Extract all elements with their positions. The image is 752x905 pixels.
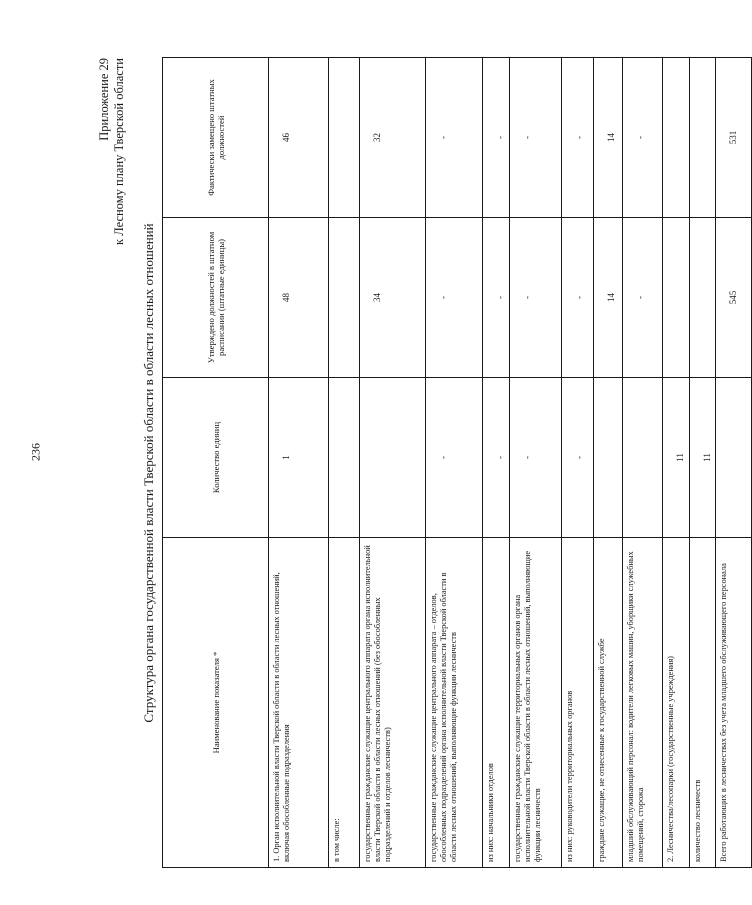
table-row (329, 58, 360, 868)
row-name: количество лесничеств (690, 538, 716, 868)
row-name: 2. Лесничества/лесопарки (государственные учреждения) (663, 538, 690, 868)
row-name: из них: руководители территориальных органов (562, 538, 594, 868)
structure-table (162, 57, 752, 868)
table-row (426, 58, 483, 868)
rotated-page-content (97, 58, 738, 888)
row-name: граждане служащие, не отнесенные к государственной службе (594, 538, 623, 868)
appendix-heading (97, 58, 127, 245)
row-units (623, 378, 663, 538)
appendix-line-2: к Лесному плану Тверской области (112, 58, 126, 245)
row-filled: - (562, 58, 594, 218)
appendix-line-1: Приложение 29 (97, 58, 111, 141)
table-row (690, 58, 716, 868)
row-approved: - (623, 218, 663, 378)
table-row (716, 58, 752, 868)
row-filled: 14 (594, 58, 623, 218)
table-row (510, 58, 562, 868)
row-filled (690, 58, 716, 218)
row-units: - (426, 378, 483, 538)
row-approved: 545 (716, 218, 752, 378)
table-row (269, 58, 329, 868)
row-filled: - (623, 58, 663, 218)
row-name: государственные гражданские служащие центрального аппарата – отделов, обособленных подразделений органа исполнительной власти Тверской области в области лесных отношений, выполняющие функции лесничеств (426, 538, 483, 868)
row-approved: - (483, 218, 510, 378)
row-name: младший обслуживающий персонал: водители легковых машин, уборщики служебных помещений, сторожа (623, 538, 663, 868)
row-approved: 48 (269, 218, 329, 378)
row-approved: - (426, 218, 483, 378)
row-filled: - (510, 58, 562, 218)
row-approved: 34 (360, 218, 426, 378)
row-approved: - (510, 218, 562, 378)
row-units: 11 (663, 378, 690, 538)
row-filled: - (426, 58, 483, 218)
row-units: - (483, 378, 510, 538)
row-filled: 32 (360, 58, 426, 218)
row-filled: 46 (269, 58, 329, 218)
row-units: 1 (269, 378, 329, 538)
row-name: 1. Орган исполнительной власти Тверской области в области лесных отношений, включая обособленные подразделения (269, 538, 329, 868)
header-units-count: Количество единиц (163, 378, 269, 538)
row-name: в том числе: (329, 538, 360, 868)
row-filled: - (483, 58, 510, 218)
row-name: государственные гражданские служащие центрального аппарата органа исполнительной власти Тверской области в области лесных отношений (без обособленных подразделений и отделов лесничеств) (360, 538, 426, 868)
row-units (360, 378, 426, 538)
table-row (623, 58, 663, 868)
row-units (329, 378, 360, 538)
page-number: 236 (28, 443, 43, 461)
table-row (483, 58, 510, 868)
row-units (594, 378, 623, 538)
header-approved-positions: Утверждено должностей в штатном расписании (штатные единицы) (163, 218, 269, 378)
header-filled-positions: Фактически замещено штатных должностей (163, 58, 269, 218)
row-approved (663, 218, 690, 378)
row-units: - (562, 378, 594, 538)
row-units (716, 378, 752, 538)
row-approved (690, 218, 716, 378)
table-header-row (163, 58, 269, 868)
table-row (594, 58, 623, 868)
row-units: - (510, 378, 562, 538)
header-indicator-name: Наименование показателя * (163, 538, 269, 868)
row-name: государственные гражданские служащие территориальных органов органа исполнительной власти Тверской области в области лесных отношений, выполняющие функции лесничеств (510, 538, 562, 868)
row-approved (329, 218, 360, 378)
row-name: Всего работающих в лесничествах без учета младшего обслуживающего персонала (716, 538, 752, 868)
row-approved: 14 (594, 218, 623, 378)
row-filled (663, 58, 690, 218)
row-units: 11 (690, 378, 716, 538)
document-title: Структура органа государственной власти Тверской области в области лесных отношений (141, 223, 156, 723)
table-row (360, 58, 426, 868)
table-row (663, 58, 690, 868)
table-row (562, 58, 594, 868)
row-filled (329, 58, 360, 218)
row-approved: - (562, 218, 594, 378)
row-name: из них: начальники отделов (483, 538, 510, 868)
row-filled: 531 (716, 58, 752, 218)
